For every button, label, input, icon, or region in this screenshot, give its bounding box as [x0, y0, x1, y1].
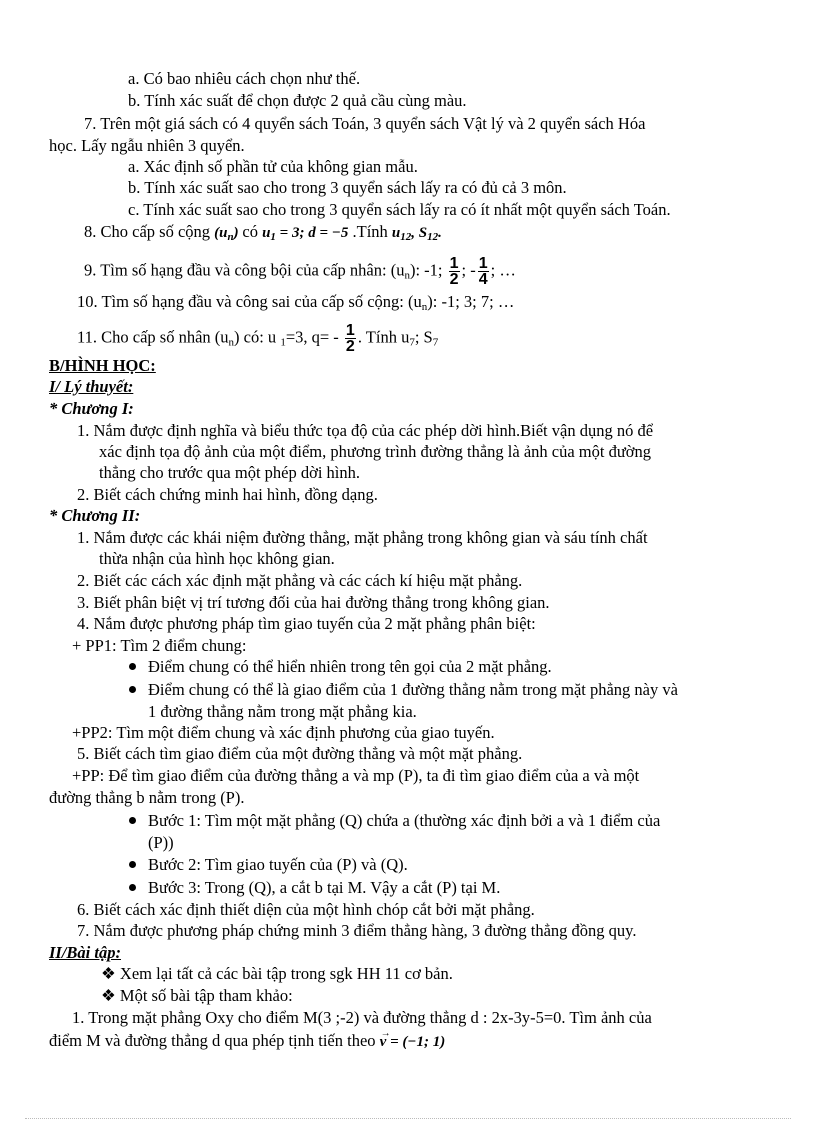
diamond-bullet-icon: ❖ — [101, 964, 116, 983]
section-geometry: B/HÌNH HỌC: — [49, 356, 156, 375]
fraction-one-quarter: $\frac{1}{4}$ — [478, 255, 488, 288]
chapter-2-heading: * Chương II: — [49, 506, 141, 525]
target-formula: $u_{12}$, $S_{12}$. — [391, 225, 442, 243]
method-pp: +PP: Để tìm giao điểm của đường thẳng a và mp (P), ta đi tìm giao điểm của a và một — [72, 766, 640, 785]
exercise-note-1: ❖ Xem lại tất cả các bài tập trong sgk HH 11 cơ bản. — [101, 964, 453, 983]
item-10: 10. Tìm số hạng đầu và công sai của cấp số cộng: $(u_n)$: -1; 3; 7; … — [77, 292, 515, 313]
item-7-cont: học. Lấy ngẫu nhiên 3 quyển. — [49, 136, 245, 155]
method-pp1: + PP1: Tìm 2 điểm chung: — [72, 636, 247, 655]
sequence-symbol: $(u_n)$ — [214, 225, 243, 243]
bullet-dot-icon — [129, 861, 136, 868]
section-exercises: II/Bài tập: — [49, 943, 121, 962]
step-3: Bước 3: Trong (Q), a cắt b tại M. Vậy a cắt (P) tại M. — [148, 878, 501, 897]
pp1-bullet-2-cont: 1 đường thẳng nằm trong mặt phẳng kia. — [148, 702, 417, 721]
bullet-dot-icon — [129, 663, 136, 670]
page-footer-rule — [25, 1118, 791, 1119]
ch1-item-1-cont: xác định tọa độ ảnh của một điểm, phương trình đường thẳng là ảnh của một đường — [99, 442, 652, 461]
pp1-bullet-1: Điểm chung có thể hiển nhiên trong tên gọi của 2 mặt phẳng. — [148, 657, 552, 676]
item-7: 7. Trên một giá sách có 4 quyển sách Toán, 3 quyển sách Vật lý và 2 quyển sách Hóa — [84, 114, 646, 133]
ch2-item-2: 2. Biết các cách xác định mặt phẳng và các cách kí hiệu mặt phẳng. — [77, 571, 523, 590]
fraction-one-half-q: $\frac{1}{2}$ — [345, 322, 355, 355]
ch2-item-6: 6. Biết cách xác định thiết diện của một hình chóp cắt bởi mặt phẳng. — [77, 900, 535, 919]
ch2-item-7: 7. Nắm được phương pháp chứng minh 3 điểm thẳng hàng, 3 đường thẳng đồng quy. — [77, 921, 637, 940]
item-6a: a. Có bao nhiêu cách chọn như thế. — [128, 69, 361, 88]
method-pp-cont: đường thẳng b nằm trong (P). — [49, 788, 245, 807]
bullet-dot-icon — [129, 817, 136, 824]
step-1: Bước 1: Tìm một mặt phẳng (Q) chứa a (thường xác định bởi a và 1 điểm của — [148, 811, 661, 830]
ch1-item-1: 1. Nắm được định nghĩa và biểu thức tọa độ của các phép dời hình.Biết vận dụng nó để — [77, 421, 654, 440]
ch1-item-2: 2. Biết cách chứng minh hai hình, đồng dạng. — [77, 485, 378, 504]
item-7a: a. Xác định số phần tử của không gian mẫu. — [128, 157, 418, 176]
ch2-item-1: 1. Nắm được các khái niệm đường thẳng, mặt phẳng trong không gian và sáu tính chất — [77, 528, 648, 547]
diamond-bullet-icon: ❖ — [101, 986, 116, 1005]
exercise-note-2: ❖ Một số bài tập tham khảo: — [101, 986, 293, 1005]
exercise-1-cont: điểm M và đường thẳng d qua phép tịnh tiến theo → v = (−1; 1) — [49, 1028, 446, 1050]
pp1-bullet-2: Điểm chung có thể là giao điểm của 1 đường thẳng nằm trong mặt phẳng này và — [148, 680, 678, 699]
step-1-cont: (P)) — [148, 833, 174, 852]
ch2-item-5: 5. Biết cách tìm giao điểm của một đường thẳng và một mặt phẳng. — [77, 744, 523, 763]
step-2: Bước 2: Tìm giao tuyến của (P) và (Q). — [148, 855, 408, 874]
fraction-one-half: $\frac{1}{2}$ — [449, 255, 459, 288]
section-theory: I/ Lý thuyết: — [49, 377, 134, 396]
item-9: 9. Tìm số hạng đầu và công bội của cấp nhân: $(u_n)$: -1; $\frac{1}{2}$ ; - $\frac{1}{4}$ ; … — [84, 255, 516, 288]
vector-formula: → v = (−1; 1) — [379, 1028, 446, 1050]
chapter-1-heading: * Chương I: — [49, 399, 134, 418]
bullet-dot-icon — [129, 884, 136, 891]
bullet-dot-icon — [129, 686, 136, 693]
ch1-item-1-cont2: thẳng cho trước qua một phép dời hình. — [99, 463, 361, 482]
ch2-item-3: 3. Biết phân biệt vị trí tương đối của hai đường thẳng trong không gian. — [77, 593, 550, 612]
item-8: 8. Cho cấp số cộng $(u_n)$ có $u_1 = 3$; d = −5 .Tính $u_{12}$, $S_{12}$. — [84, 222, 442, 243]
exercise-1: 1. Trong mặt phẳng Oxy cho điểm M(3 ;-2) và đường thẳng d : 2x-3y-5=0. Tìm ảnh của — [72, 1008, 652, 1027]
item-7b: b. Tính xác suất sao cho trong 3 quyển sách lấy ra có đủ cả 3 môn. — [128, 178, 567, 197]
item-7c: c. Tính xác suất sao cho trong 3 quyển sách lấy ra có ít nhất một quyển sách Toán. — [128, 200, 671, 219]
item-11: 11. Cho cấp số nhân $(u_n)$ có: u $_1$=3, q= - $\frac{1}{2}$ . Tính $u_7$; $S_7$ — [77, 322, 439, 355]
item-6b: b. Tính xác suất để chọn được 2 quả cầu cùng màu. — [128, 91, 467, 110]
item-8-text: 8. Cho cấp số cộng — [84, 222, 215, 241]
method-pp2: +PP2: Tìm một điểm chung và xác định phương của giao tuyến. — [72, 723, 495, 742]
condition-formula: $u_1 = 3$; d = −5 — [262, 225, 349, 243]
ch2-item-1-cont: thừa nhận của hình học không gian. — [99, 549, 335, 568]
ch2-item-4: 4. Nắm được phương pháp tìm giao tuyến của 2 mặt phẳng phân biệt: — [77, 614, 536, 633]
